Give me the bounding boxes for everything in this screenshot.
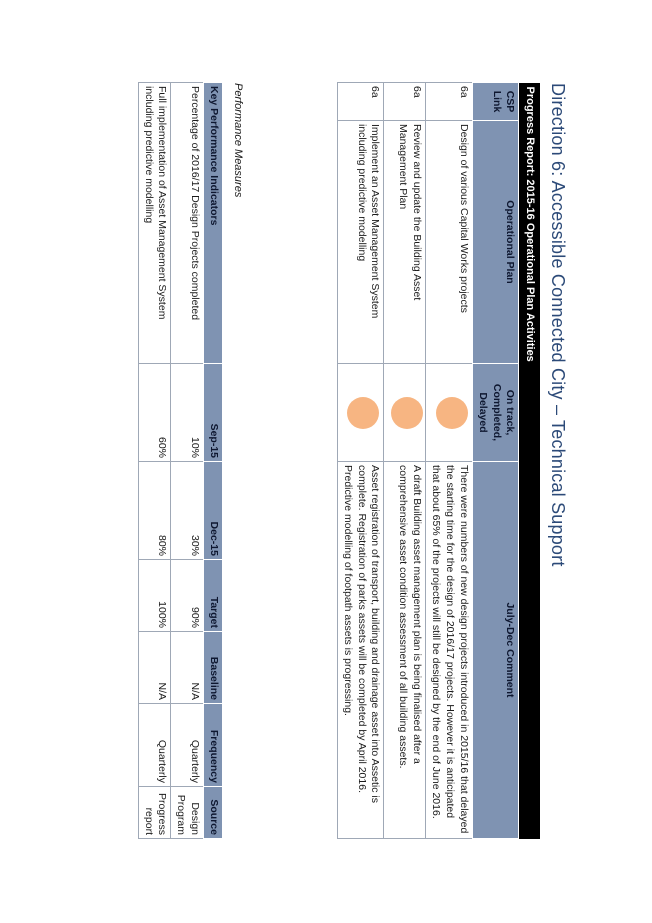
progress-banner: Progress Report: 2015-16 Operational Plan Activities	[519, 83, 540, 839]
status-cell	[337, 364, 384, 462]
comment-header: July-Dec Comment	[472, 462, 519, 839]
table-row	[337, 83, 384, 839]
target-value: 90%	[171, 560, 204, 632]
page-title: Direction 6: Accessible Connected City – Technical Support	[548, 83, 568, 567]
table-row	[426, 83, 473, 839]
operational-plan: Implement an Asset Management System including predictive modelling	[337, 121, 384, 364]
comment: A draft Building asset management plan is being finalised after a comprehensive asset condition assessment of all building assets.	[384, 462, 426, 839]
operational-plan: Design of various Capital Works projects	[426, 121, 473, 364]
performance-measures-table	[138, 82, 223, 839]
status-cell	[426, 364, 473, 462]
table-row	[138, 83, 171, 839]
comment: Asset registration of transport, building and drainage asset into Assetic is complete. Registration of parks assets will be completed by April 2016. Predictive modelling of footpath assets is progressing.	[337, 462, 384, 839]
progress-header-row	[472, 83, 519, 839]
status-delayed-indicator	[391, 397, 423, 429]
source-value: Design Program	[171, 787, 204, 839]
frequency-header: Frequency	[204, 704, 223, 787]
frequency-value: Quarterly	[171, 704, 204, 787]
status-delayed-indicator	[347, 397, 379, 429]
kpi-header: Key Performance Indicators	[204, 83, 223, 364]
kpi-name: Full implementation of Asset Management System including predictive modelling	[138, 83, 171, 364]
frequency-value: Quarterly	[138, 704, 171, 787]
operational-plan: Review and update the Building Asset Management Plan	[384, 121, 426, 364]
csp-link: 6a	[337, 83, 384, 121]
comment: There were numbers of new design projects introduced in 2015/16 that delayed the starting time for the design of 2016/17 projects. However it is anticipated that about 65% of the projects will still be designed by the end of June 2016.	[426, 462, 473, 839]
status-header: On track, Completed, Delayed	[472, 364, 519, 462]
kpi-name: Percentage of 2016/17 Design Projects completed	[171, 83, 204, 364]
table-row	[384, 83, 426, 839]
source-value: Progress report	[138, 787, 171, 839]
source-header: Source	[204, 787, 223, 839]
dec-value: 30%	[171, 462, 204, 560]
operational-plan-header: Operational Plan	[472, 121, 519, 364]
performance-measures-heading: Performance Measures	[232, 83, 244, 198]
csp-link: 6a	[426, 83, 473, 121]
csp-link: 6a	[384, 83, 426, 121]
baseline-value: N/A	[138, 632, 171, 704]
kpi-header-row	[204, 83, 223, 839]
target-header: Target	[204, 560, 223, 632]
table-row	[171, 83, 204, 839]
baseline-value: N/A	[171, 632, 204, 704]
status-cell	[384, 364, 426, 462]
target-value: 100%	[138, 560, 171, 632]
dec-header: Dec-15	[204, 462, 223, 560]
sep-value: 60%	[138, 364, 171, 462]
sep-header: Sep-15	[204, 364, 223, 462]
progress-report-table	[337, 82, 540, 839]
csp-link-header: CSP Link	[472, 83, 519, 121]
sep-value: 10%	[171, 364, 204, 462]
baseline-header: Baseline	[204, 632, 223, 704]
dec-value: 80%	[138, 462, 171, 560]
status-delayed-indicator	[436, 397, 468, 429]
